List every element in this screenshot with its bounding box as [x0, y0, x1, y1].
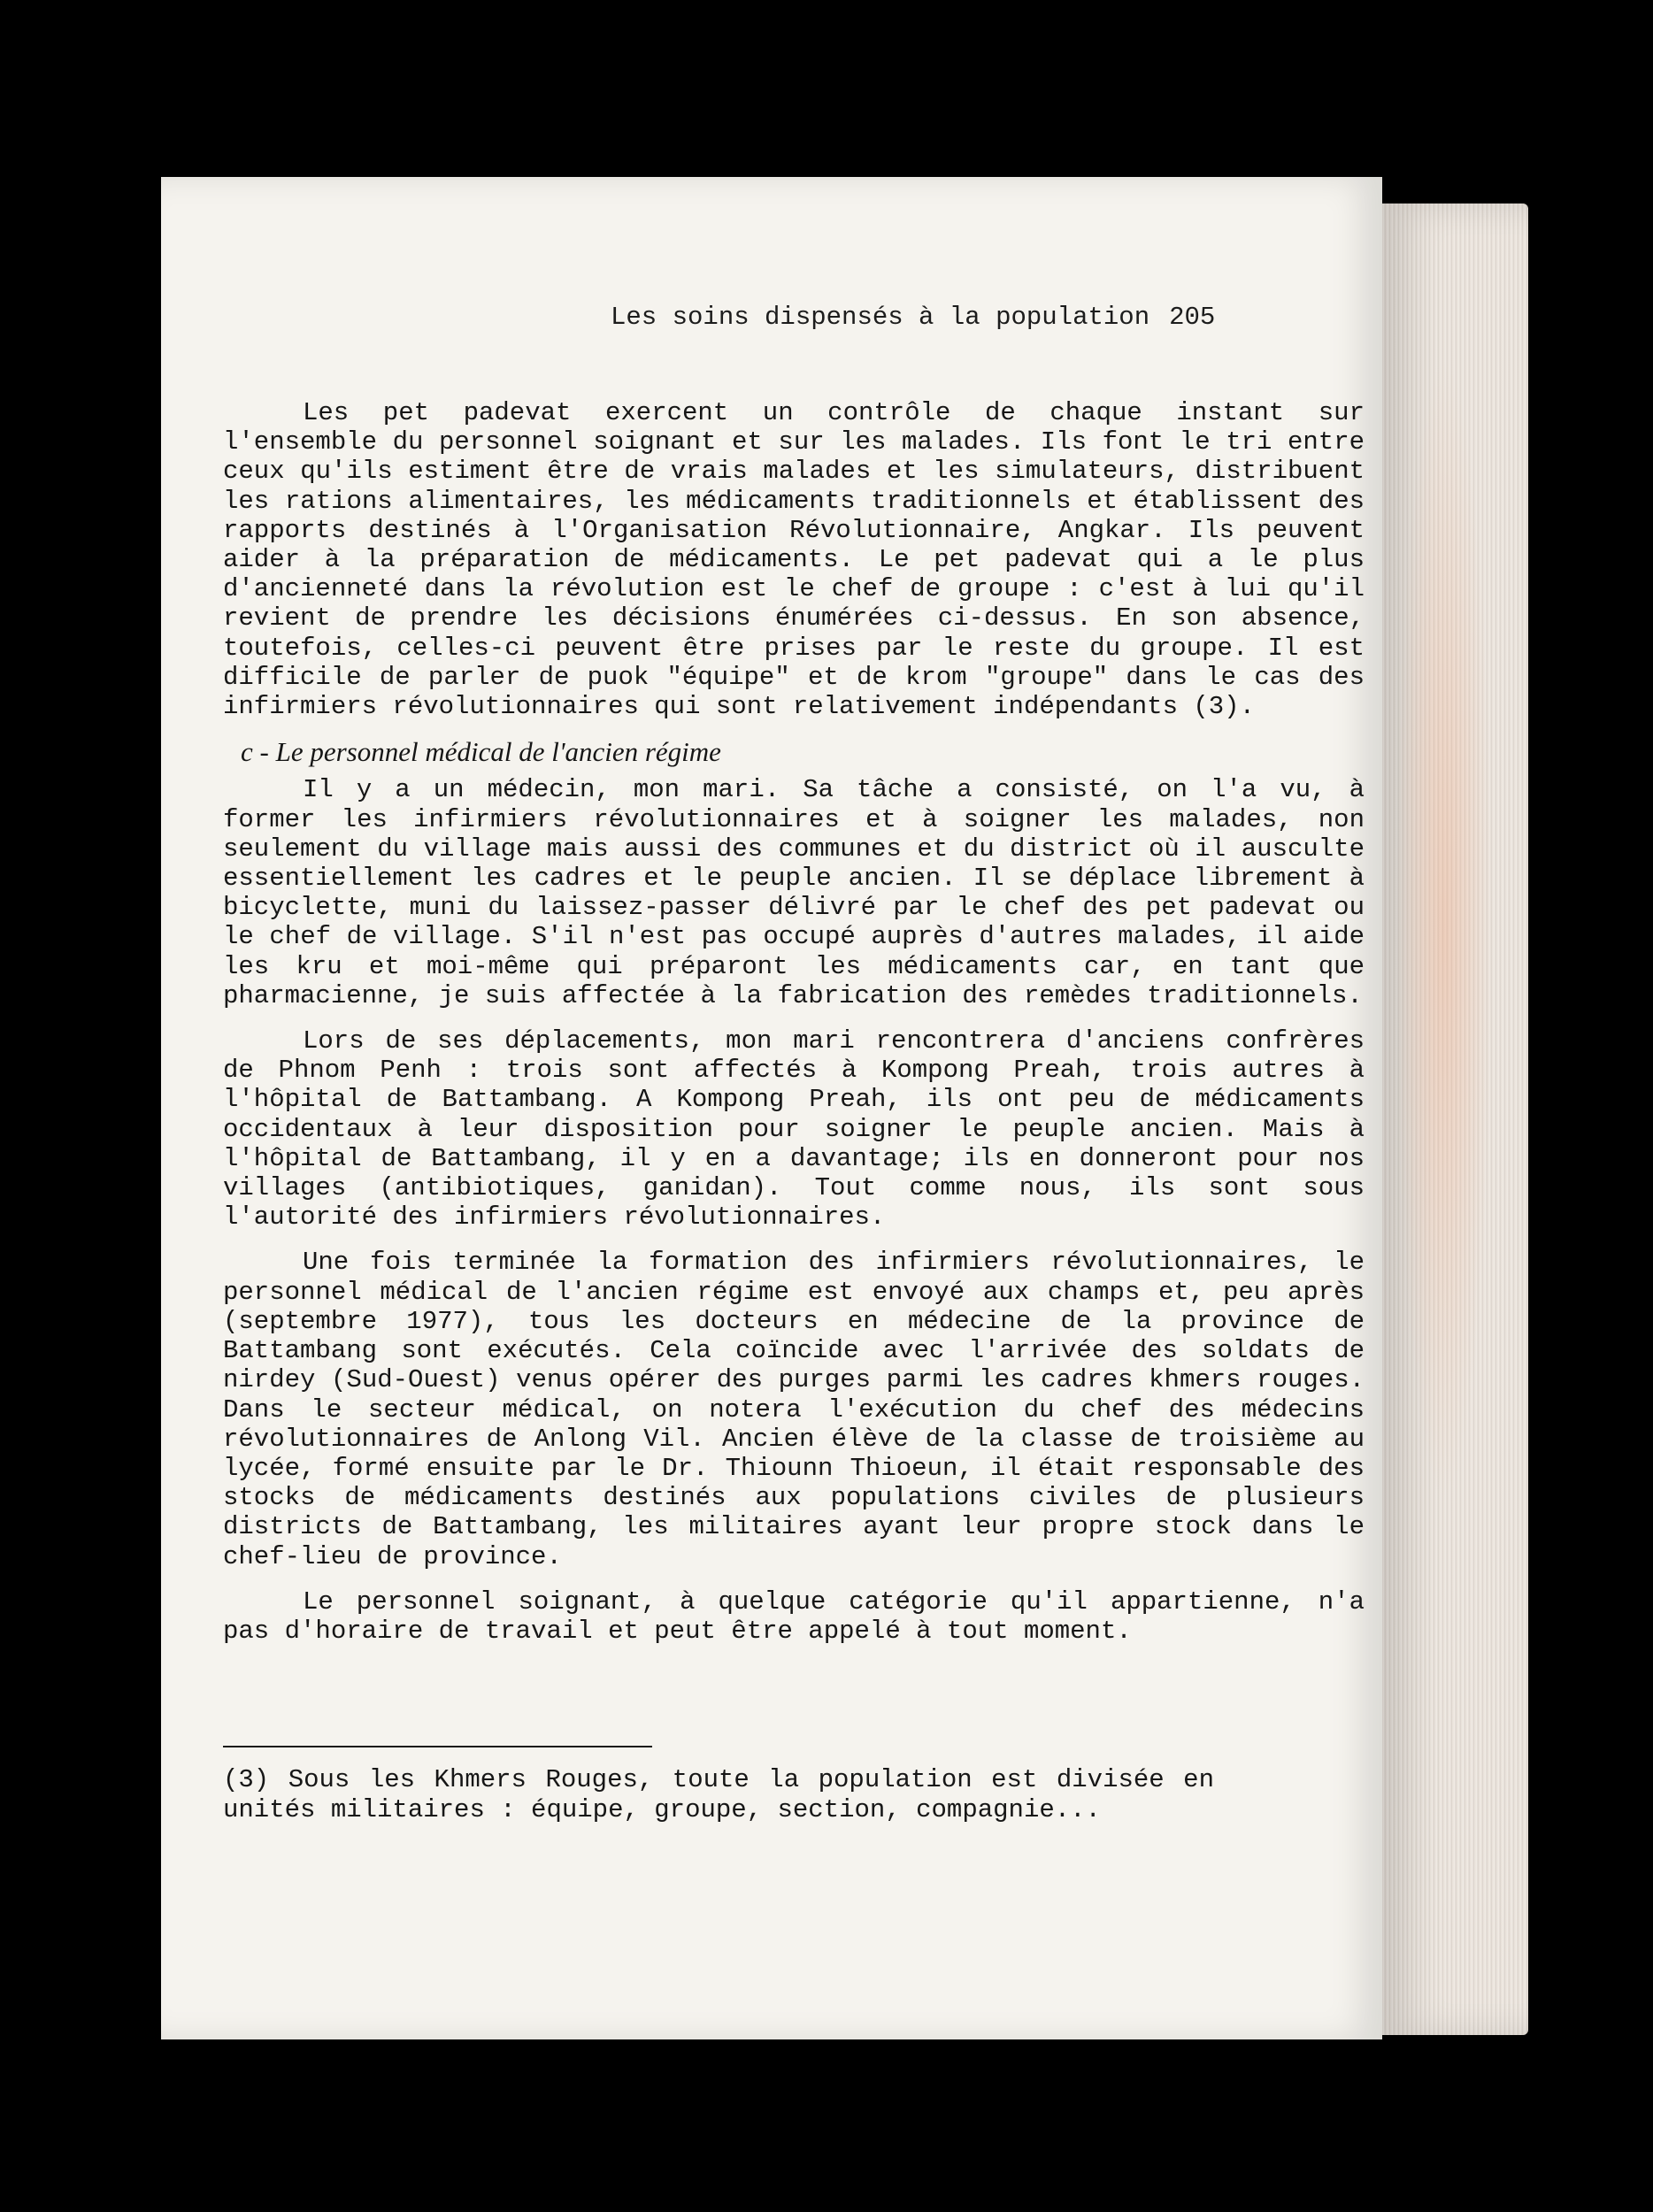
page-edges: [1373, 204, 1528, 2035]
page-number: 205: [1169, 303, 1216, 332]
footnote-text: (3) Sous les Khmers Rouges, toute la population est divisée en unités militaires : équipe, groupe, section, compagnie...: [223, 1765, 1214, 1824]
running-title: Les soins dispensés à la population: [611, 303, 1150, 332]
footnote-rule: [223, 1746, 652, 1747]
paragraph-pet-padevat: Les pet padevat exercent un contrôle de chaque instant sur l'ensemble du personnel soignant et sur les malades. Ils font le tri entre ceux qu'ils estiment être de vrais malades et les simulateurs, distribuent les rations alimentaires, les médicaments traditionnels et établissent des rapports destinés à l'Organisation Révolutionnaire, Angkar. Ils peuvent aider à la préparation de médicaments. Le pet padevat qui a le plus d'ancienneté dans la révolution est le chef de groupe : c'est à lui qu'il revient de prendre les décisions énumérées ci-dessus. En son absence, toutefois, celles-ci peuvent être prises par le reste du groupe. Il est difficile de parler de puok "équipe" et de krom "groupe" dans le cas des infirmiers révolutionnaires qui sont relativement indépendants (3).: [223, 398, 1365, 722]
paragraph-personnel-soignant: Le personnel soignant, à quelque catégorie qu'il appartienne, n'a pas d'horaire de travail et peut être appelé à tout moment.: [223, 1586, 1365, 1646]
paragraph-deplacements: Lors de ses déplacements, mon mari rencontrera d'anciens confrères de Phnom Penh : trois sont affectés à Kompong Preah, trois autres à l'hôpital de Battambang. A Kompong Preah, ils ont peu de médicaments occidentaux à leur disposition pour soigner le peuple ancien. Mais à l'hôpital de Battambang, il y en a davantage; ils en donneront pour nos villages (antibiotiques, ganidan). Tout comme nous, ils sont sous l'autorité des infirmiers révolutionnaires.: [223, 1026, 1365, 1233]
section-subheading: c - Le personnel médical de l'ancien régime: [241, 736, 721, 768]
body-text: [223, 398, 1365, 1662]
paragraph-medecin: Il y a un médecin, mon mari. Sa tâche a consisté, on l'a vu, à former les infirmiers révolutionnaires et à soigner les malades, non seulement du village mais aussi des communes et du district où il ausculte essentiellement les cadres et le peuple ancien. Il se déplace librement à bicyclette, muni du laissez-passer délivré par le chef des pet padevat ou le chef de village. S'il n'est pas occupé auprès d'autres malades, il aide les kru et moi-même qui préparont les médicaments car, en tant que pharmacienne, je suis affectée à la fabrication des remèdes traditionnels.: [223, 775, 1365, 1010]
paragraph-formation: Une fois terminée la formation des infirmiers révolutionnaires, le personnel médical de l'ancien régime est envoyé aux champs et, peu après (septembre 1977), tous les docteurs en médecine de la province de Battambang sont exécutés. Cela coïncide avec l'arrivée des soldats de nirdey (Sud-Ouest) venus opérer des purges parmi les cadres khmers rouges. Dans le secteur médical, on notera l'exécution du chef des médecins révolutionnaires de Anlong Vil. Ancien élève de la classe de troisième au lycée, formé ensuite par le Dr. Thiounn Thioeun, il était responsable des stocks de médicaments destinés aux populations civiles de plusieurs districts de Battambang, les militaires ayant leur propre stock dans le chef-lieu de province.: [223, 1248, 1365, 1571]
open-book: [161, 177, 1528, 2039]
book-page: [161, 177, 1382, 2039]
footnote: [223, 1765, 1214, 1825]
running-head: [611, 303, 1345, 332]
